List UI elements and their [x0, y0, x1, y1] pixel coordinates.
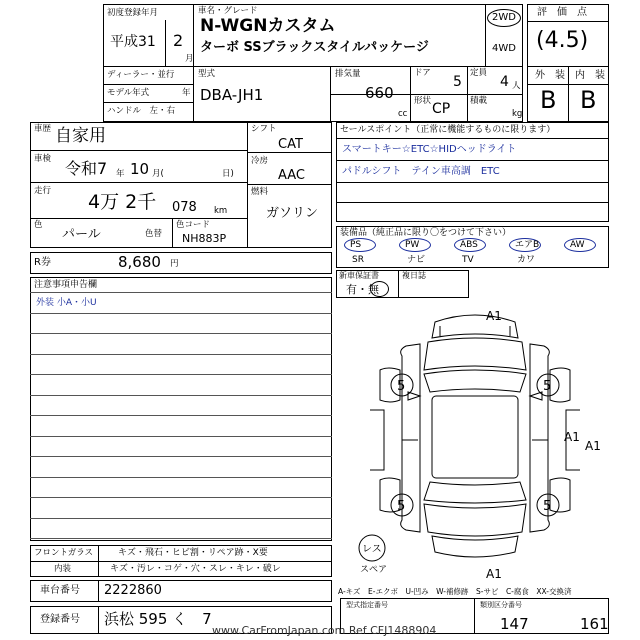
- notes-rule: [30, 292, 332, 293]
- notes-rule: [30, 456, 332, 457]
- damage-mark-right-2: A1: [585, 439, 601, 453]
- damage-mark-rear: A1: [486, 567, 502, 581]
- recycle-value: 8,680: [118, 253, 161, 271]
- watermark: www.CarFromJapan.com Ref CFJ1488904: [212, 624, 437, 637]
- notes-line1: 外装 小A・小U: [36, 298, 97, 308]
- warranty-none-circle: [370, 281, 389, 297]
- load-unit: kg: [512, 109, 523, 119]
- color-value: パール: [62, 227, 101, 242]
- damage-legend: A-キズ E-エクボ U-凹み W-補修跡 S-サビ C-腐食 XX-交換済: [338, 587, 572, 596]
- sales-title: セールスポイント（正常に機能するものに限ります）: [340, 125, 556, 135]
- interior-footer-label: 内装: [54, 564, 72, 574]
- aircon-value: AAC: [278, 168, 305, 183]
- spec-value-1: 147: [500, 615, 529, 633]
- type-value: DBA-JH1: [200, 86, 264, 104]
- inspection-month-unit: 月(: [152, 169, 164, 179]
- wheel-mark-rear-left: 5: [397, 499, 406, 514]
- inspection-era: 令和7: [65, 159, 108, 178]
- equipment-item: AW: [570, 240, 585, 250]
- equipment-item: ABS: [460, 240, 478, 250]
- inspection-day-unit: 日): [222, 169, 234, 179]
- equipment-item: ナビ: [407, 255, 426, 265]
- shift-value: CAT: [278, 137, 303, 152]
- recycle-unit: 円: [170, 259, 179, 269]
- wheel-mark-front-right: 5: [543, 379, 552, 394]
- notes-rule: [30, 497, 332, 498]
- notes-rule: [30, 518, 332, 519]
- type-label: 型式: [198, 69, 216, 79]
- class-label: 類別区分番号: [480, 601, 522, 609]
- shape-value: CP: [432, 101, 451, 117]
- windshield-text: キズ・飛石・ヒビ割・リペア跡・X要: [118, 548, 268, 558]
- capacity-value: 4: [500, 74, 509, 90]
- exterior-grade: B: [540, 86, 557, 114]
- color-code-value: NH883P: [182, 232, 227, 245]
- mileage-small: 078: [172, 200, 197, 215]
- equipment-item: カワ: [517, 255, 536, 265]
- notes-title: 注意事項申告欄: [34, 280, 98, 290]
- displacement-value: 660: [365, 84, 394, 102]
- damage-mark-right-1: A1: [564, 430, 580, 444]
- equipment-item: PW: [405, 240, 420, 250]
- wheel-mark-front-left: 5: [397, 379, 406, 394]
- notes-rule: [30, 395, 332, 396]
- notes-rule: [30, 374, 332, 375]
- fuel-value: ガソリン: [266, 206, 319, 221]
- notes-rule: [30, 538, 332, 539]
- windshield-label: フロントガラス: [34, 548, 93, 558]
- dealer-label: ディーラー・並行: [107, 70, 175, 80]
- score-value: (4.5): [536, 28, 589, 53]
- notes-rule: [30, 313, 332, 314]
- score-label: 評 価 点: [537, 7, 587, 18]
- model-line2: ターボ SSブラックスタイルパッケージ: [200, 40, 429, 55]
- notes-rule: [30, 333, 332, 334]
- model-grade-label: 車名・グレード: [198, 6, 258, 16]
- shape-label: 形状: [414, 96, 432, 106]
- capacity-label: 定員: [470, 68, 488, 78]
- handle-label: ハンドル 左・右: [107, 106, 176, 116]
- mileage-unit: km: [214, 206, 228, 216]
- plate-label: 登録番号: [40, 614, 80, 625]
- plate-value: 浜松 595 く 7: [104, 610, 212, 628]
- first-reg-month-unit: 月: [185, 54, 194, 64]
- first-reg-label: 初度登録年月: [107, 8, 159, 18]
- warranty-value: 有・無: [346, 283, 379, 296]
- spec-value-2: 161: [580, 615, 609, 633]
- sales-line2: パドルシフト テイン車高調 ETC: [342, 166, 500, 177]
- interior-grade: B: [580, 86, 597, 114]
- notes-rule: [30, 436, 332, 437]
- inspection-year-unit: 年: [116, 169, 125, 179]
- mileage-label: 走行: [34, 186, 52, 196]
- wheel-mark-rear-right: 5: [543, 499, 552, 514]
- color-label: 色: [34, 220, 43, 230]
- model-year-unit: 年: [182, 88, 191, 98]
- first-reg-month: 2: [173, 31, 184, 50]
- recycle-section: [30, 252, 332, 274]
- equipment-item: TV: [462, 255, 474, 265]
- chassis-value: 2222860: [104, 583, 162, 598]
- model-line1: N-WGNカスタム: [200, 16, 336, 36]
- mileage-big: 4万 2千: [88, 191, 157, 213]
- drive-2wd: 2WD: [492, 12, 516, 23]
- shift-label: シフト: [251, 124, 277, 134]
- warranty-record-label: 複日誌: [402, 271, 426, 280]
- spare-mark: レス: [362, 544, 382, 555]
- model-spec-label: 型式指定番号: [346, 601, 388, 609]
- usage-label: 車歴: [34, 124, 52, 134]
- doors-label: ドア: [414, 68, 431, 78]
- inspection-label: 車検: [34, 154, 52, 164]
- spare-label: スペア: [360, 565, 388, 575]
- equipment-item: SR: [352, 255, 364, 265]
- first-reg-era: 平成31: [110, 34, 156, 50]
- drive-4wd: 4WD: [492, 43, 516, 54]
- equipment-item: PS: [350, 240, 362, 250]
- warranty-new-label: 新車保証書: [339, 271, 379, 280]
- equipment-item: エアB: [515, 240, 540, 250]
- equipment-title: 装備品（純正品に限り〇をつけて下さい）: [340, 228, 512, 238]
- color-code-label: 色コード: [176, 220, 211, 230]
- recycle-label: R券: [34, 257, 51, 268]
- displacement-label: 排気量: [335, 69, 361, 79]
- sales-line1: スマートキー☆ETC☆HIDヘッドライト: [342, 144, 517, 155]
- inspection-month: 10: [130, 160, 150, 178]
- displacement-unit: cc: [398, 109, 408, 119]
- model-year-label: モデル年式: [107, 88, 150, 98]
- notes-rule: [30, 477, 332, 478]
- interior-footer-text: キズ・汚レ・コゲ・穴・スレ・キレ・破レ: [110, 564, 281, 574]
- fuel-label: 燃料: [251, 187, 269, 197]
- damage-mark-front: A1: [486, 309, 502, 323]
- exterior-label: 外 装: [535, 70, 565, 81]
- notes-rule: [30, 415, 332, 416]
- usage-value: 自家用: [55, 126, 106, 146]
- car-damage-diagram: [340, 300, 610, 585]
- aircon-label: 冷房: [251, 156, 269, 166]
- notes-section: [30, 277, 332, 541]
- capacity-unit: 人: [512, 81, 521, 91]
- interior-label: 内 装: [575, 70, 605, 81]
- chassis-label: 車台番号: [40, 585, 80, 596]
- doors-value: 5: [453, 74, 462, 90]
- color-swap-label: 色替: [145, 229, 163, 239]
- load-label: 積載: [470, 96, 488, 106]
- notes-rule: [30, 354, 332, 355]
